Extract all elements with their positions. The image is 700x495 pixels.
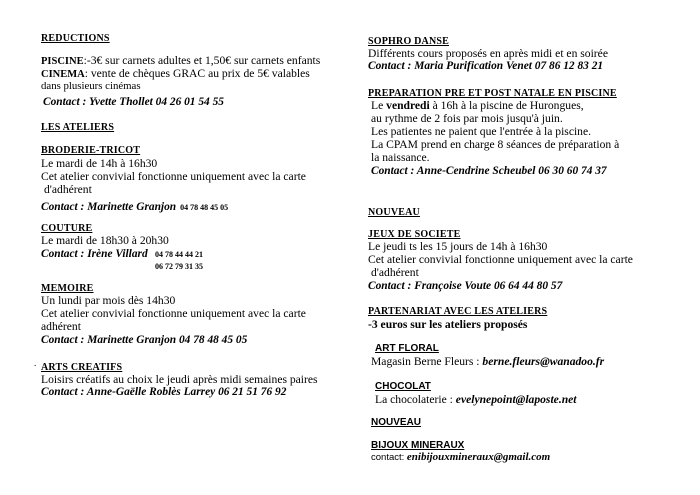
memoire-contact: Contact : Marinette Granjon 04 78 48 45 05 bbox=[41, 334, 248, 346]
bijoux-heading: BIJOUX MINERAUX bbox=[371, 440, 465, 451]
cinema-line bbox=[41, 67, 310, 81]
broderie-line-1: Le mardi de 14h à 16h30 bbox=[41, 157, 158, 170]
arts-heading: ARTS CREATIFS bbox=[41, 362, 123, 373]
memoire-line-1: Un lundi par mois dès 14h30 bbox=[41, 294, 176, 307]
floral-text: Magasin Berne Fleurs : bbox=[371, 355, 483, 368]
cinema-text: : vente de chèques GRAC au prix de 5€ valables bbox=[84, 67, 310, 80]
broderie-line-2: Cet atelier convivial fonctionne uniquement avec la carte bbox=[41, 170, 306, 183]
reductions-heading: REDUCTIONS bbox=[41, 33, 110, 44]
chocolat-email[interactable]: evelynepoint@laposte.net bbox=[455, 393, 577, 406]
arts-line-1: Loisirs créatifs au choix le jeudi après midi semaines paires bbox=[41, 373, 318, 386]
sophro-line-1: Différents cours proposés en après midi et en soirée bbox=[368, 47, 608, 60]
preparation-line-1 bbox=[371, 99, 584, 112]
partenariat-line-1: -3 euros sur les ateliers proposés bbox=[368, 318, 528, 331]
preparation-line-1-pre: Le bbox=[371, 99, 387, 112]
bullet-mark: . bbox=[34, 358, 37, 368]
jeux-line-1: Le jeudi ts les 15 jours de 14h à 16h30 bbox=[368, 240, 548, 253]
floral-heading: ART FLORAL bbox=[375, 343, 439, 354]
sophro-contact: Contact : Maria Purification Venet 07 86 12 83 21 bbox=[368, 60, 604, 72]
piscine-text: :-3€ sur carnets adultes et 1,50€ sur carnets enfants bbox=[83, 54, 321, 67]
couture-line-1: Le mardi de 18h30 à 20h30 bbox=[41, 234, 169, 247]
ateliers-heading: LES ATELIERS bbox=[41, 122, 115, 133]
bijoux-line bbox=[371, 451, 550, 463]
jeux-line-3: d'adhérent bbox=[371, 266, 419, 279]
piscine-line bbox=[41, 54, 320, 68]
jeux-contact: Contact : Françoise Voute 06 64 44 80 57 bbox=[368, 280, 563, 292]
nouveau-label-2: NOUVEAU bbox=[371, 417, 422, 428]
broderie-line-3: d'adhérent bbox=[44, 183, 92, 196]
jeux-heading: JEUX DE SOCIETE bbox=[368, 229, 461, 240]
broderie-contact: Contact : Marinette Granjon bbox=[41, 201, 177, 213]
chocolat-text: La chocolaterie : bbox=[375, 393, 456, 406]
preparation-line-2: au rythme de 2 fois par mois jusqu'à juin. bbox=[371, 112, 563, 125]
preparation-heading: PREPARATION PRE ET POST NATALE EN PISCINE bbox=[368, 88, 617, 99]
couture-phone-2: 06 72 79 31 35 bbox=[155, 262, 203, 271]
preparation-line-5: la naissance. bbox=[371, 151, 430, 164]
couture-heading: COUTURE bbox=[41, 223, 93, 234]
broderie-phone: 04 78 48 45 05 bbox=[180, 203, 229, 212]
memoire-line-2: Cet atelier convivial fonctionne uniquement avec la carte bbox=[41, 307, 306, 320]
broderie-contact-line bbox=[41, 197, 228, 215]
jeux-line-2: Cet atelier convivial fonctionne uniquement avec la carte bbox=[368, 253, 633, 266]
broderie-heading: BRODERIE-TRICOT bbox=[41, 145, 141, 156]
preparation-line-1-post: à 16h à la piscine de Hurongues, bbox=[429, 99, 584, 112]
nouveau-label-1: NOUVEAU bbox=[368, 207, 420, 218]
couture-contact: Contact : Irène Villard bbox=[41, 248, 148, 260]
chocolat-line bbox=[375, 393, 577, 406]
preparation-line-3: Les patientes ne paient que l'entrée à la piscine. bbox=[371, 125, 592, 138]
couture-phone-1: 04 78 44 44 21 bbox=[155, 250, 203, 259]
memoire-heading: MEMOIRE bbox=[41, 283, 94, 294]
piscine-label: PISCINE bbox=[41, 56, 84, 67]
cinema-label: CINEMA bbox=[41, 69, 85, 80]
arts-contact: Contact : Anne-Gaëlle Roblès Larrey 06 21 51 76 92 bbox=[41, 386, 287, 398]
floral-line bbox=[371, 355, 604, 368]
reductions-contact: Contact : Yvette Thollet 04 26 01 54 55 bbox=[43, 96, 224, 108]
sophro-heading: SOPHRO DANSE bbox=[368, 36, 450, 47]
preparation-line-4: La CPAM prend en charge 8 séances de préparation à bbox=[371, 138, 620, 151]
preparation-day: vendredi bbox=[386, 99, 430, 112]
memoire-line-3: adhérent bbox=[41, 320, 81, 333]
preparation-contact: Contact : Anne-Cendrine Scheubel 06 30 60 74 37 bbox=[371, 165, 607, 177]
chocolat-heading: CHOCOLAT bbox=[375, 381, 431, 392]
bijoux-text: contact: bbox=[371, 452, 407, 463]
bijoux-email[interactable]: enibijouxmineraux@gmail.com bbox=[406, 451, 551, 463]
partenariat-heading: PARTENARIAT AVEC LES ATELIERS bbox=[368, 306, 548, 317]
cinema-text-2: dans plusieurs cinémas bbox=[41, 80, 141, 92]
floral-email[interactable]: berne.fleurs@wanadoo.fr bbox=[482, 355, 605, 368]
